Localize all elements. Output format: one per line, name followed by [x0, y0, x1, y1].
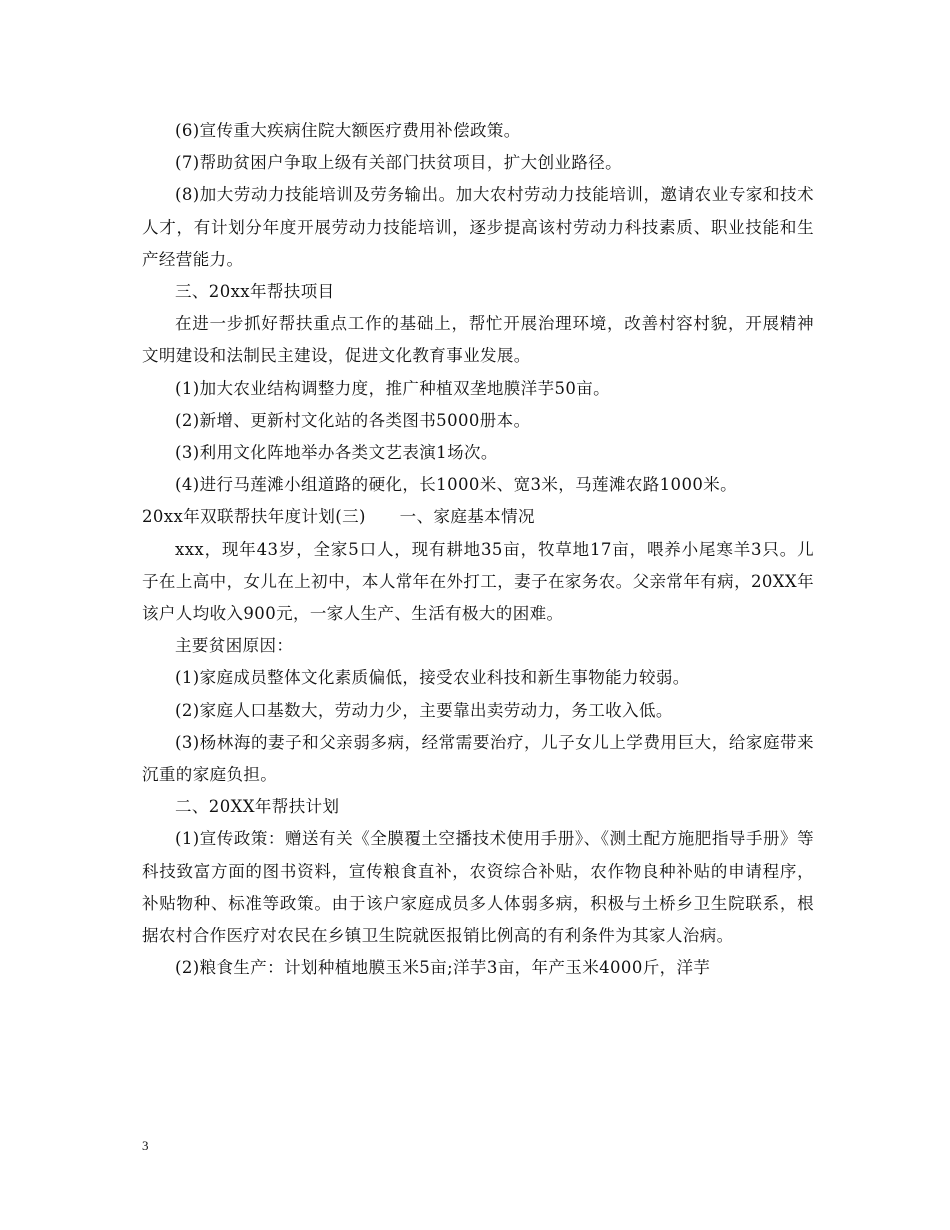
paragraph: (1)家庭成员整体文化素质偏低，接受农业科技和新生事物能力较弱。 — [175, 668, 690, 688]
paragraph: (3)杨林海的妻子和父亲弱多病，经常需要治疗，儿子女儿上学费用巨大，给家庭带来沉重的家庭负担。 — [142, 732, 814, 785]
paragraph: (6)宣传重大疾病住院大额医疗费用补偿政策。 — [175, 121, 521, 140]
paragraph: 主要贫困原因： — [175, 636, 294, 656]
paragraph: (4)进行马莲滩小组道路的硬化，长1000米、宽3米，马莲滩农路1000米。 — [175, 475, 738, 495]
paragraph: (2)粮食生产：计划种植地膜玉米5亩;洋芋3亩，年产玉米4000斤，洋芋 — [175, 958, 711, 978]
paragraph: (2)家庭人口基数大，劳动力少，主要靠出卖劳动力，务工收入低。 — [175, 700, 673, 720]
page-number: 3 — [142, 1138, 149, 1153]
paragraph: (2)新增、更新村文化站的各类图书5000册本。 — [175, 410, 531, 430]
paragraph: xxx，现年43岁，全家5口人，现有耕地35亩，牧草地17亩，喂养小尾寒羊3只。儿子在上高中，女儿在上初中，本人常年在外打工，妻子在家务农。父亲常年有病，20XX年该户人均收入900元，一家人生产、生活有极大的困难。 — [142, 539, 814, 624]
section-heading: 三、20xx年帮扶项目 — [175, 282, 335, 302]
paragraph: (1)宣传政策：赠送有关《全膜覆土空播技术使用手册》、《测土配方施肥指导手册》等科技致富方面的图书资料，宣传粮食直补，农资综合补贴，农作物良种补贴的申请程序，补贴物种、标准等政策。由于该户家庭成员多人体弱多病，积极与土桥乡卫生院联系，根据农村合作医疗对农民在乡镇卫生院就医报销比例高的有利条件为其家人治病。 — [142, 829, 814, 946]
paragraph: (7)帮助贫困户争取上级有关部门扶贫项目，扩大创业路径。 — [175, 153, 623, 173]
paragraph: (8)加大劳动力技能培训及劳务输出。加大农村劳动力技能培训，邀请农业专家和技术人才，有计划分年度开展劳动力技能培训，逐步提高该村劳动力科技素质、职业技能和生产经营能力。 — [142, 185, 814, 269]
plan-title-line: 20xx年双联帮扶年度计划(三) 一、家庭基本情况 — [142, 507, 535, 527]
paragraph: (1)加大农业结构调整力度，推广种植双垄地膜洋芋50亩。 — [175, 378, 611, 398]
section-heading: 二、20XX年帮扶计划 — [175, 797, 340, 817]
paragraph: 在进一步抓好帮扶重点工作的基础上，帮忙开展治理环境，改善村容村貌，开展精神文明建设和法制民主建设，促进文化教育事业发展。 — [142, 314, 814, 366]
document-body — [142, 115, 814, 984]
paragraph: (3)利用文化阵地举办各类文艺表演1场次。 — [175, 443, 498, 463]
